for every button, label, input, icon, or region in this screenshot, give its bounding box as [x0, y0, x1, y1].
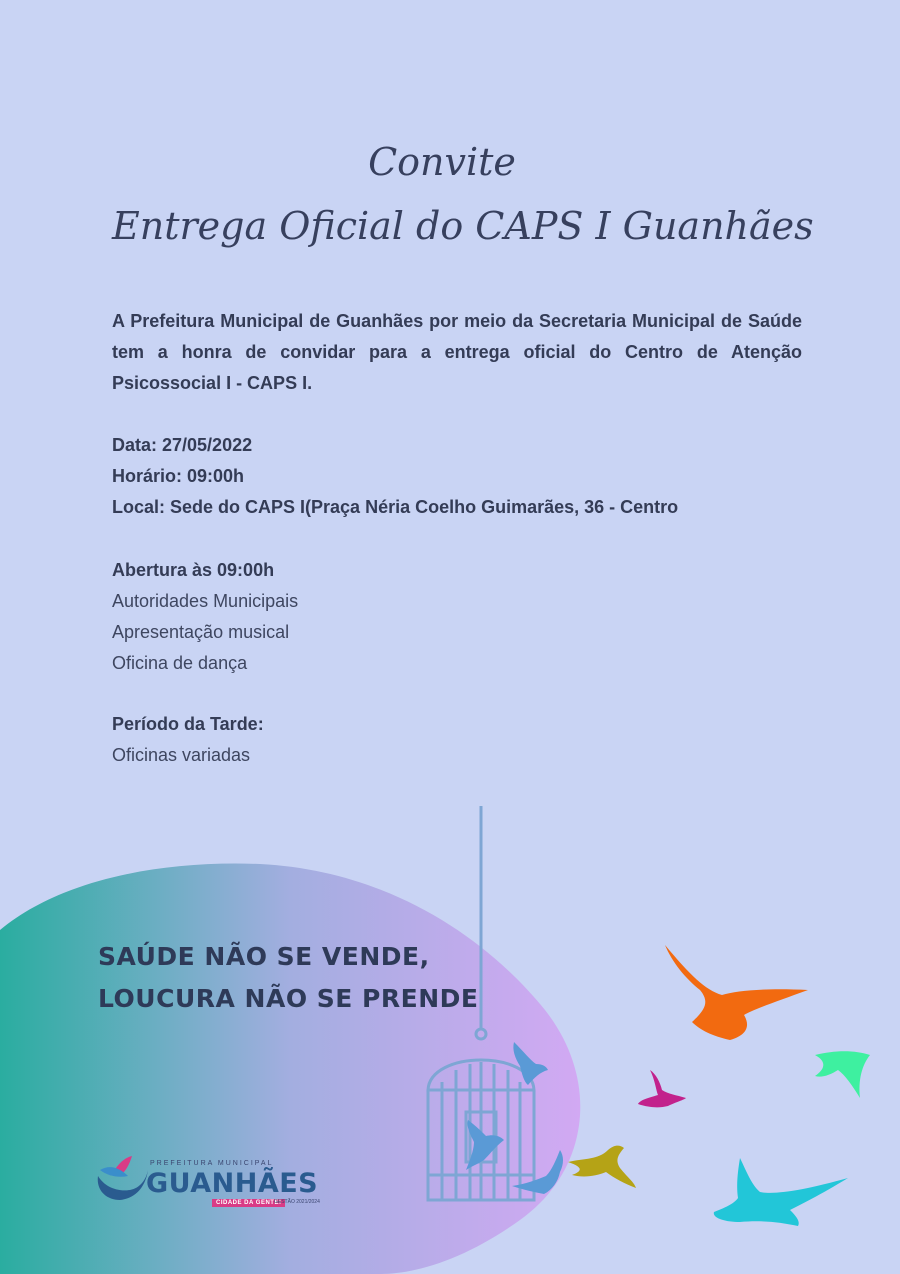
logo-tagline: CIDADE DA GENTE!: [212, 1199, 285, 1207]
schedule-item: Autoridades Municipais: [112, 591, 299, 611]
morning-heading: Abertura às 09:00h: [112, 560, 275, 580]
bird-icon: [714, 1158, 848, 1226]
logo-name: GUANHÃES: [146, 1168, 319, 1199]
schedule-item: Apresentação musical: [112, 622, 290, 642]
bird-icon: [815, 1051, 870, 1098]
bird-icon: [638, 1070, 686, 1107]
schedule-item: Oficina de dança: [112, 653, 248, 673]
afternoon-heading: Período da Tarde:: [112, 714, 264, 734]
intro-paragraph: A Prefeitura Municipal de Guanhães por meio da Secretaria Municipal de Saúde tem a honra de convidar para a entrega oficial do Centro de Atenção Psicossocial I - CAPS I.: [112, 311, 802, 393]
event-time: Horário: 09:00h: [112, 466, 245, 486]
logo-bird-icon: [98, 1156, 148, 1200]
event-date: Data: 27/05/2022: [112, 435, 253, 455]
slogan-line1: SAÚDE NÃO SE VENDE,: [98, 942, 430, 971]
schedule-item: Oficinas variadas: [112, 745, 251, 765]
bird-icon: [568, 1146, 636, 1188]
title-convite: Convite: [368, 140, 516, 184]
event-place: Local: Sede do CAPS I(Praça Néria Coelho Guimarães, 36 - Centro: [112, 497, 679, 517]
bird-icon: [665, 945, 808, 1040]
slogan-line2: LOUCURA NÃO SE PRENDE: [98, 984, 479, 1013]
logo-years: GESTÃO 2021/2024: [274, 1199, 320, 1205]
logo-small-text: PREFEITURA MUNICIPAL: [150, 1160, 274, 1167]
title-event: Entrega Oficial do CAPS I Guanhães: [112, 204, 814, 248]
